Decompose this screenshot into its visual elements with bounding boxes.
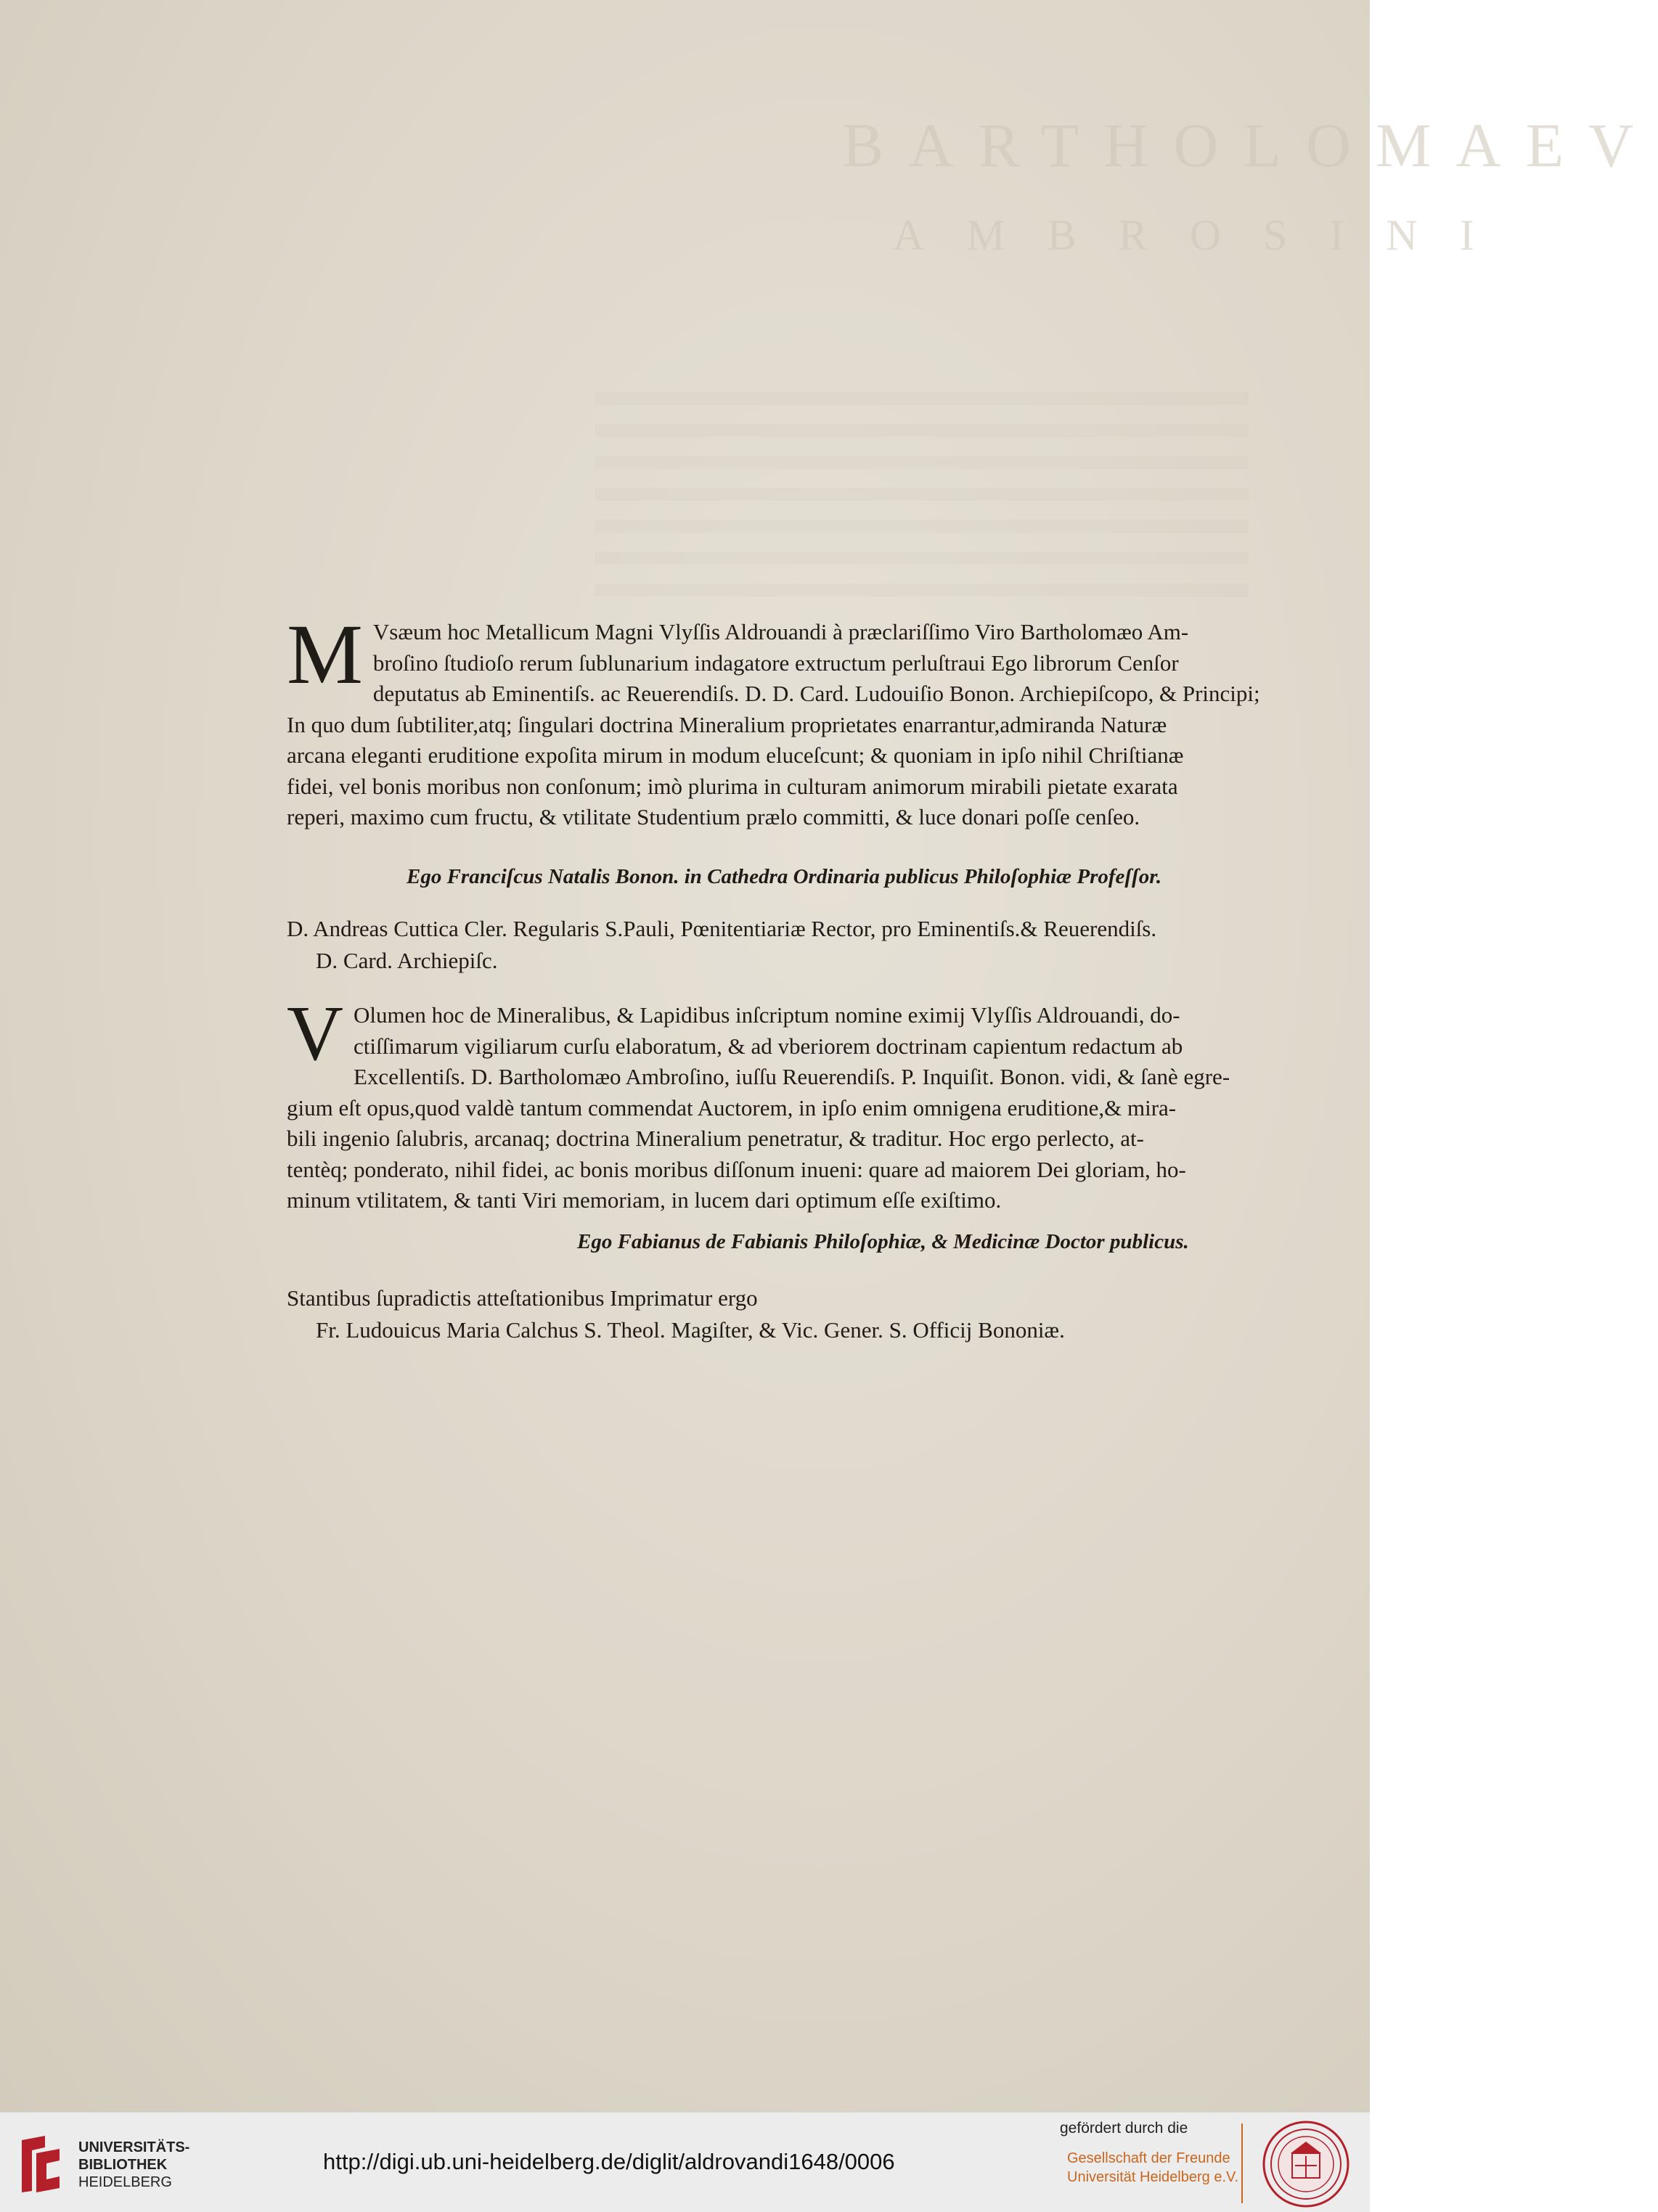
sponsor-line: Gesellschaft der Freunde xyxy=(1067,2150,1230,2166)
approbation-line: Olumen hoc de Mineralibus, & Lapidibus inſcriptum nomine eximij Vlyſſis Aldrouandi, do- xyxy=(354,1002,1180,1028)
approbation-line: bili ingenio ſalubris, arcanaq; doctrina Mineralium penetratur, & traditur. Hoc ergo perlecto, at- xyxy=(287,1126,1144,1151)
library-name-line: UNIVERSITÄTS- xyxy=(78,2139,190,2155)
library-name[interactable] xyxy=(78,2139,189,2191)
bleed-through-title: BARTHOLOMAEV xyxy=(842,110,1658,180)
approbation-line: D. Card. Archiepiſc. xyxy=(316,948,498,973)
footer-bar xyxy=(0,2112,1370,2212)
sponsor-intro: gefördert durch die xyxy=(1060,2120,1188,2137)
library-name-line: BIBLIOTHEK xyxy=(78,2157,168,2173)
approbation-line: arcana eleganti eruditione expoſita mirum in modum eluceſcunt; & quoniam in ipſo nihil Chriſtianæ xyxy=(287,742,1184,768)
approbations-text xyxy=(287,607,1296,1343)
approbation-line: Vsæum hoc Metallicum Magni Vlyſſis Aldrouandi à præclariſſimo Viro Bartholomæo Am- xyxy=(372,619,1189,644)
signature-fabianis: Ego Fabianus de Fabianis Philoſophiæ, & Medicinæ Doctor publicus. xyxy=(577,1230,1189,1253)
drop-cap-v: V xyxy=(287,991,343,1077)
approbation-line: Excellentiſs. D. Bartholomæo Ambroſino, iuſſu Reuerendiſs. P. Inquiſit. Bonon. vidi, & ſanè egre- xyxy=(354,1064,1230,1089)
bleed-through-text xyxy=(595,392,1249,610)
approbation-line: gium eſt opus,quod valdè tantum commendat Auctorem, in ipſo enim omnigena eruditione,& mira- xyxy=(287,1094,1177,1121)
approbation-line: minum vtilitatem, & tanti Viri memoriam, in lucem dari optimum eſſe exiſtimo. xyxy=(287,1187,1002,1213)
imprimatur-line: Stantibus ſupradictis atteſtationibus Imprimatur ergo xyxy=(287,1285,758,1311)
library-logo-icon[interactable] xyxy=(16,2133,67,2195)
drop-cap-m: M xyxy=(287,607,363,702)
imprimatur xyxy=(287,1282,1065,1346)
university-seal-icon[interactable] xyxy=(1262,2120,1350,2208)
footer-divider xyxy=(1241,2123,1243,2203)
imprimatur-signatory: Fr. Ludouicus Maria Calchus S. Theol. Magiſter, & Vic. Gener. S. Officij Bononiæ. xyxy=(316,1317,1065,1343)
approbation-line: In quo dum ſubtiliter,atq; ſingulari doctrina Mineralium proprietates enarrantur,admiranda Naturæ xyxy=(287,711,1167,737)
sponsor-line: Universität Heidelberg e.V. xyxy=(1067,2169,1239,2185)
permalink-url[interactable]: http://digi.ub.uni-heidelberg.de/diglit/aldrovandi1648/0006 xyxy=(323,2149,895,2174)
approbation-line: tentèq; ponderato, nihil fidei, ac bonis moribus diſſonum inueni: quare ad maiorem Dei gloriam, ho- xyxy=(287,1156,1186,1182)
approbation-line: fidei, vel bonis moribus non conſonum; imò plurima in culturam animorum mirabili pietate exarata xyxy=(287,773,1178,799)
approbation-line: reperi, maximo cum fructu, & vtilitate Studentium prælo committi, & luce donari poſſe cenſeo. xyxy=(287,804,1140,830)
approbation-first xyxy=(287,607,1296,835)
approbation-cuttica xyxy=(287,913,1156,977)
bleed-through-subtitle: AMBROSINI xyxy=(893,211,1516,259)
sponsor-link[interactable] xyxy=(1067,2149,1238,2187)
approbation-second xyxy=(287,991,1296,1216)
approbation-line: D. Andreas Cuttica Cler. Regularis S.Pauli, Pœnitentiariæ Rector, pro Eminentiſs.& Reuerendiſs. xyxy=(287,916,1157,941)
signature-natalis: Ego Franciſcus Natalis Bonon. in Cathedra Ordinaria publicus Philoſophiæ Profeſſor. xyxy=(407,865,1162,888)
library-name-line: HEIDELBERG xyxy=(78,2174,172,2190)
approbation-line: ctiſſimarum vigiliarum curſu elaboratum, & ad vberiorem doctrinam capientum redactum ab xyxy=(354,1033,1183,1059)
approbation-line: broſino ſtudioſo rerum ſublunarium indagatore extructum perluſtraui Ego librorum Cenſor xyxy=(372,650,1179,676)
approbation-line: deputatus ab Eminentiſs. ac Reuerendiſs. D. D. Card. Ludouiſio Bonon. Archiepiſcopo, & Principi; xyxy=(372,681,1260,706)
